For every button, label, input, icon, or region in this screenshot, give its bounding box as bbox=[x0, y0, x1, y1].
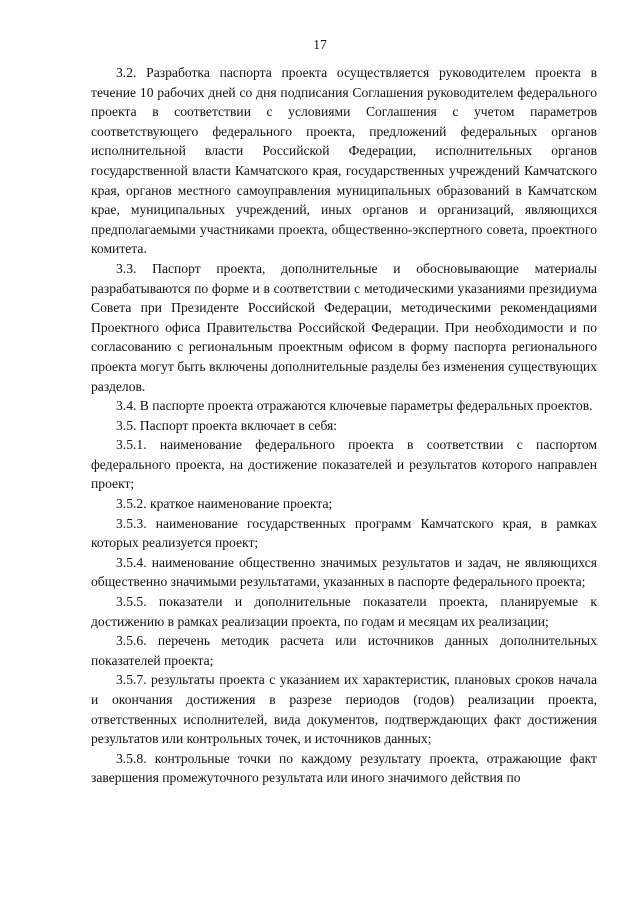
paragraph-3-2: 3.2. Разработка паспорта проекта осуществляется руководителем проекта в течение 10 рабочих дней со дня подписания Соглашения руководителем федерального проекта в соответствии с условиями Соглашения с учетом параметров соответствующего федерального проекта, предложений федеральных органов исполнительной власти Российской Федерации, исполнительных органов государственной власти Камчатского края, государственных учреждений Камчатского края, органов местного самоуправления муниципальных образований в Камчатском крае, муниципальных учреждений, иных органов и организаций, являющихся предполагаемыми участниками проекта, общественно-экспертного совета, проектного комитета. bbox=[91, 65, 597, 257]
paragraph-3-5-2: 3.5.2. краткое наименование проекта; bbox=[116, 496, 333, 512]
paragraph-3-4: 3.4. В паспорте проекта отражаются ключевые параметры федеральных проектов. bbox=[116, 398, 593, 414]
page-number: 17 bbox=[313, 37, 327, 52]
paragraph-3-5-1: 3.5.1. наименование федерального проекта в соответствии с паспортом федерального проекта, на достижение показателей и результатов которого направлен проект; bbox=[91, 437, 597, 492]
paragraph-3-3: 3.3. Паспорт проекта, дополнительные и обосновывающие материалы разрабатываются по форме и в соответствии с методическими указаниями президиума Совета при Президенте Российской Федерации, методическими рекомендациями Проектного офиса Правительства Российской Федерации. При необходимости и по согласованию с региональным проектным офисом в форму паспорта регионального проекта могут быть включены дополнительные разделы без изменения существующих разделов. bbox=[91, 260, 597, 394]
paragraph-3-5-7: 3.5.7. результаты проекта с указанием их характеристик, плановых сроков начала и окончания достижения в разрезе периодов (годов) реализации проекта, ответственных исполнителей, вида документов, подтверждающих факт достижения результатов или контрольных точек, и источников данных; bbox=[91, 672, 597, 747]
paragraph-3-5: 3.5. Паспорт проекта включает в себя: bbox=[116, 417, 338, 433]
paragraph-3-5-6: 3.5.6. перечень методик расчета или источников данных дополнительных показателей проекта; bbox=[91, 633, 597, 668]
paragraph-3-5-4: 3.5.4. наименование общественно значимых результатов и задач, не являющихся общественно значимыми результатами, указанных в паспорте федерального проекта; bbox=[91, 554, 597, 590]
document-body bbox=[91, 63, 597, 788]
paragraph-3-5-8: 3.5.8. контрольные точки по каждому результату проекта, отражающие факт завершения промежуточного результата или иного значимого действия по bbox=[91, 750, 597, 786]
paragraph-3-5-5: 3.5.5. показатели и дополнительные показатели проекта, планируемые к достижению в рамках реализации проекта, по годам и месяцам их реализации; bbox=[91, 594, 597, 629]
paragraph-3-5-3: 3.5.3. наименование государственных программ Камчатского края, в рамках которых реализуется проект; bbox=[91, 515, 597, 551]
